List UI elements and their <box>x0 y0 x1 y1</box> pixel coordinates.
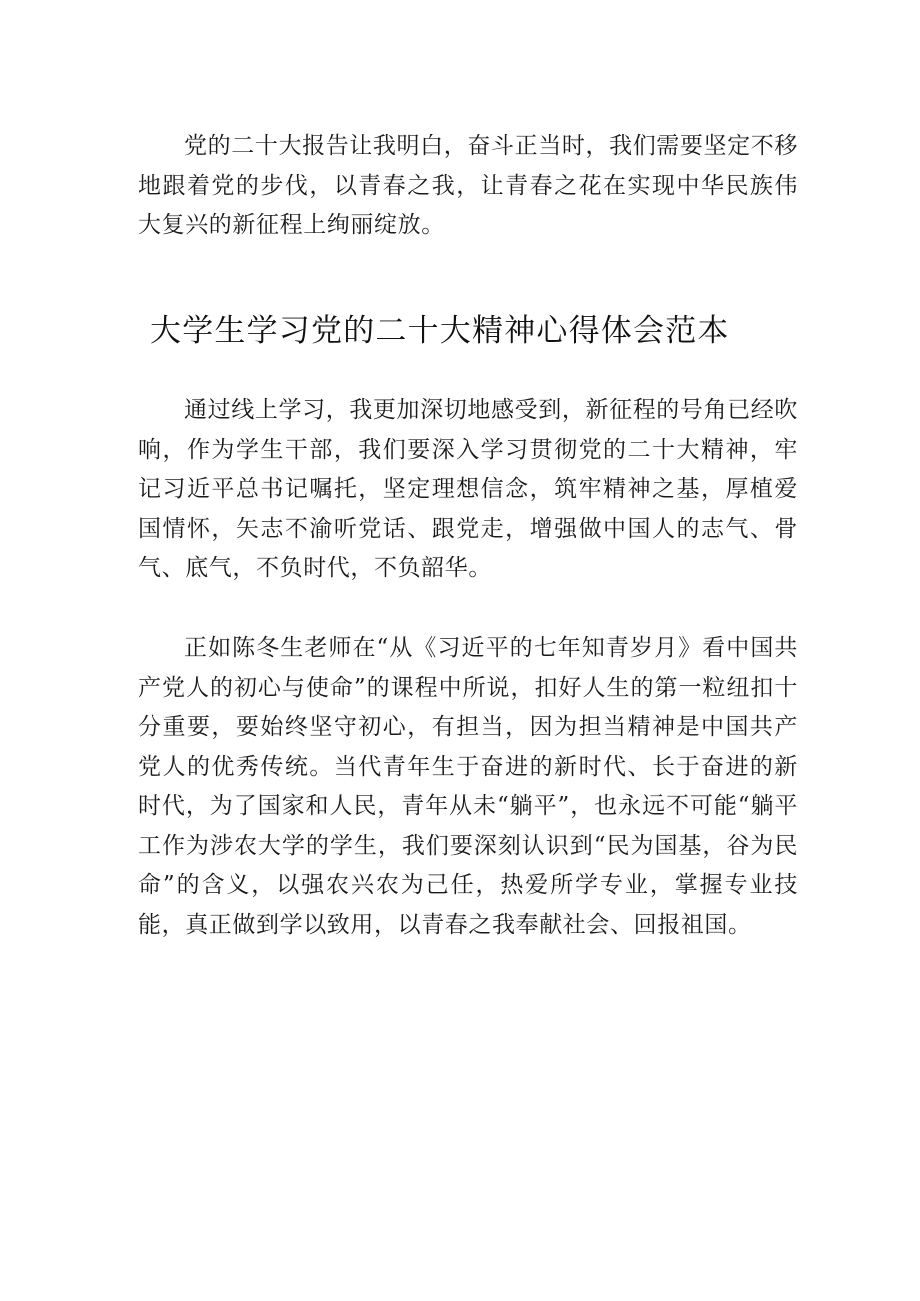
paragraph-1: 党的二十大报告让我明白，奋斗正当时，我们需要坚定不移地跟着党的步伐，以青春之我，让青春之花在实现中华民族伟大复兴的新征程上绚丽绽放。 <box>138 133 798 238</box>
paragraph-3: 正如陈冬生老师在“从《习近平的七年知青岁月》看中国共产党人的初心与使命”的课程中所说，扣好人生的第一粒纽扣十分重要，要始终坚守初心，有担当，因为担当精神是中国共产党人的优秀传统。当代青年生于奋进的新时代、长于奋进的新时代，为了国家和人民，青年从未“躺平”，也永远不可能“躺平工作为涉农大学的学生，我们要深刻认识到“民为国基，谷为民命”的含义，以强农兴农为己任，热爱所学专业，掌握专业技能，真正做到学以致用，以青春之我奉献社会、回报祖国。 <box>138 635 798 938</box>
paragraph-2: 通过线上学习，我更加深切地感受到，新征程的号角已经吹响，作为学生干部，我们要深入学习贯彻党的二十大精神，牢记习近平总书记嘱托，坚定理想信念，筑牢精神之基，厚植爱国情怀，矢志不渝听党话、跟党走，增强做中国人的志气、骨气、底气，不负时代，不负韶华。 <box>138 397 798 581</box>
section-title: 大学生学习党的二十大精神心得体会范本 <box>150 313 730 349</box>
